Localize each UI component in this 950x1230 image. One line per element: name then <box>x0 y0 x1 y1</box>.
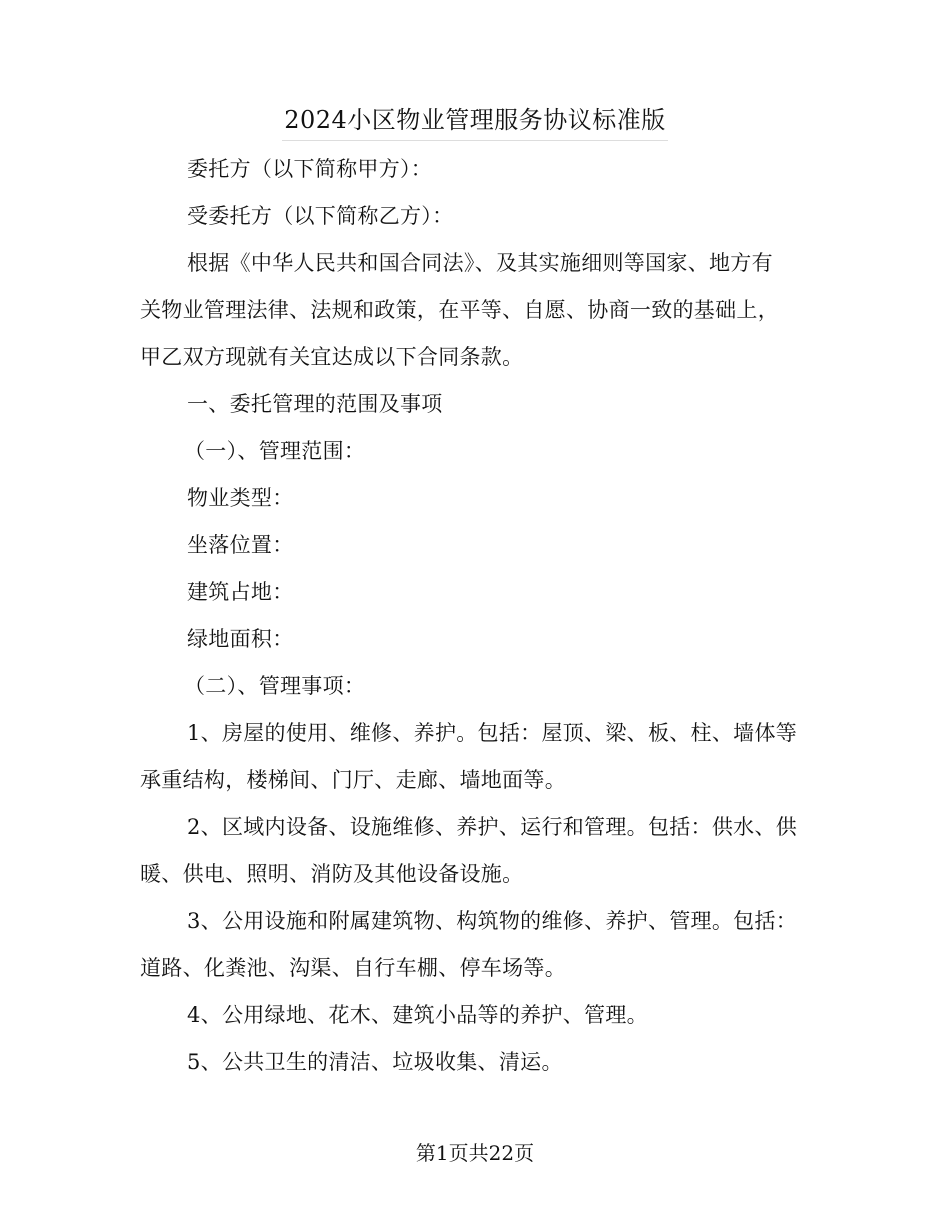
paragraph-line: 1、房屋的使用、维修、养护。包括：屋顶、梁、板、柱、墙体等 <box>187 721 798 745</box>
paragraph-line: 委托方（以下简称甲方）： <box>187 157 433 181</box>
paragraph-line: （二）、管理事项： <box>184 674 366 698</box>
paragraph-line: 3、公用设施和附属建筑物、构筑物的维修、养护、管理。包括： <box>187 909 798 933</box>
paragraph-line: 建筑占地： <box>187 580 294 604</box>
document-title: 2024小区物业管理服务协议标准版 <box>282 100 668 141</box>
paragraph-line: 一、委托管理的范围及事项 <box>187 392 443 416</box>
paragraph-line: 坐落位置： <box>187 533 294 557</box>
paragraph-line: 受委托方（以下简称乙方）： <box>187 204 454 228</box>
paragraph-line: 甲乙双方现就有关宜达成以下合同条款。 <box>140 345 524 369</box>
paragraph-line: 物业类型： <box>187 486 294 510</box>
paragraph-line: 5、公共卫生的清洁、垃圾收集、清运。 <box>187 1050 563 1074</box>
paragraph-line: 绿地面积： <box>187 627 294 651</box>
paragraph-line: 2、区域内设备、设施维修、养护、运行和管理。包括：供水、供 <box>187 815 798 839</box>
paragraph-line: （一）、管理范围： <box>184 439 366 463</box>
paragraph-line: 4、公用绿地、花木、建筑小品等的养护、管理。 <box>187 1003 648 1027</box>
paragraph-line: 根据《中华人民共和国合同法》、及其实施细则等国家、地方有 <box>187 251 773 275</box>
paragraph-line: 承重结构，楼梯间、门厅、走廊、墙地面等。 <box>140 768 566 792</box>
paragraph-line: 关物业管理法律、法规和政策，在平等、自愿、协商一致的基础上， <box>140 298 779 322</box>
paragraph-line: 道路、化粪池、沟渠、自行车棚、停车场等。 <box>140 956 566 980</box>
title-container <box>0 100 950 141</box>
page-number-footer: 第1页共22页 <box>415 1141 535 1165</box>
paragraph-line: 暖、供电、照明、消防及其他设备设施。 <box>140 862 524 886</box>
document-body <box>140 146 810 1086</box>
